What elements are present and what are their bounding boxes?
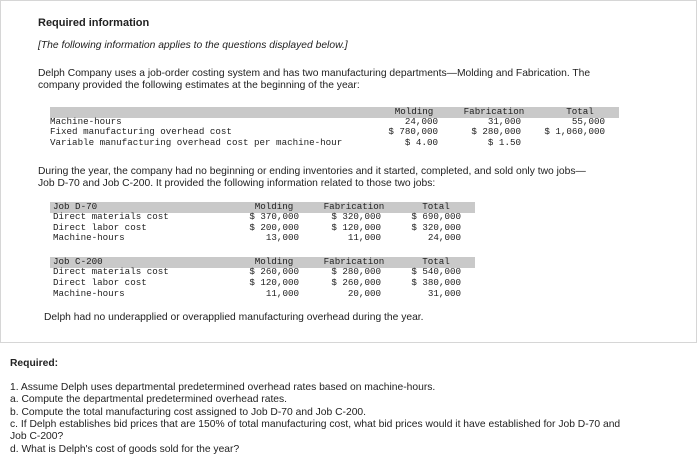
estimates-row-molding: 24,000	[404, 116, 438, 127]
job-c200-row-fabrication: $ 260,000	[331, 277, 381, 288]
intro-line-2: company provided the following estimates at the beginning of the year:	[38, 80, 360, 91]
job-c200-row-total: 31,000	[427, 288, 461, 299]
job-c200-row-total: $ 380,000	[411, 277, 461, 288]
estimates-row-total: $ 1,060,000	[544, 126, 605, 137]
estimates-row-total: 55,000	[571, 116, 605, 127]
estimates-header-molding: Molding	[394, 106, 434, 117]
job-c200-row-molding: $ 120,000	[249, 277, 299, 288]
job-c200-header-molding: Molding	[254, 256, 294, 267]
job-c200-row-fabrication: $ 280,000	[331, 266, 381, 277]
job-d70-row-molding: 13,000	[265, 232, 299, 243]
question-1: 1. Assume Delph uses departmental predetermined overhead rates based on machine-hours.	[10, 382, 436, 393]
job-d70-title: Job D-70	[53, 201, 98, 212]
job-c200-row-molding: $ 260,000	[249, 266, 299, 277]
during-line-1: During the year, the company had no beginning or ending inventories and it started, completed, and sold only two jobs—	[38, 166, 586, 177]
job-d70-row-label: Machine-hours	[53, 232, 125, 243]
job-d70-row-total: $ 690,000	[411, 211, 461, 222]
required-label: Required:	[10, 358, 59, 369]
question-b: b. Compute the total manufacturing cost assigned to Job D-70 and Job C-200.	[10, 407, 367, 418]
question-d: d. What is Delph's cost of goods sold for the year?	[10, 444, 240, 455]
estimates-header-fabrication: Fabrication	[463, 106, 525, 117]
estimates-row-molding: $ 4.00	[404, 137, 438, 148]
estimates-row-fabrication: 31,000	[487, 116, 521, 127]
no-underapplied-note: Delph had no underapplied or overapplied manufacturing overhead during the year.	[44, 312, 424, 323]
job-d70-row-molding: $ 200,000	[249, 222, 299, 233]
job-d70-header-fabrication: Fabrication	[323, 201, 385, 212]
job-d70-row-fabrication: 11,000	[347, 232, 381, 243]
estimates-header-total: Total	[566, 106, 594, 117]
job-d70-header-molding: Molding	[254, 201, 294, 212]
job-c200-row-molding: 11,000	[265, 288, 299, 299]
job-d70-row-label: Direct labor cost	[53, 222, 147, 233]
estimates-row-fabrication: $ 280,000	[471, 126, 521, 137]
intro-line-1: Delph Company uses a job-order costing system and has two manufacturing departments—Molding and Fabrication. The	[38, 68, 591, 79]
job-d70-row-total: $ 320,000	[411, 222, 461, 233]
estimates-row-molding: $ 780,000	[388, 126, 438, 137]
during-line-2: Job D-70 and Job C-200. It provided the following information related to those two jobs:	[38, 178, 436, 189]
question-a: a. Compute the departmental predetermined overhead rates.	[10, 394, 288, 405]
job-c200-row-label: Direct labor cost	[53, 277, 147, 288]
job-c200-row-label: Direct materials cost	[53, 266, 169, 277]
estimates-row-label: Fixed manufacturing overhead cost	[50, 126, 232, 137]
question-c-line-2: Job C-200?	[10, 431, 64, 442]
job-c200-header-total: Total	[422, 256, 450, 267]
job-d70-row-fabrication: $ 320,000	[331, 211, 381, 222]
heading: Required information	[38, 17, 150, 29]
job-d70-row-molding: $ 370,000	[249, 211, 299, 222]
estimates-row-label: Variable manufacturing overhead cost per machine-hour	[50, 137, 343, 148]
job-d70-row-total: 24,000	[427, 232, 461, 243]
note: [The following information applies to the questions displayed below.]	[38, 40, 348, 51]
job-c200-header-fabrication: Fabrication	[323, 256, 385, 267]
job-d70-header-total: Total	[422, 201, 450, 212]
question-c-line-1: c. If Delph establishes bid prices that are 150% of total manufacturing cost, what bid prices would it have established for Job D-70 and	[10, 419, 621, 430]
job-c200-row-fabrication: 20,000	[347, 288, 381, 299]
estimates-row-fabrication: $ 1.50	[487, 137, 521, 148]
job-c200-row-label: Machine-hours	[53, 288, 125, 299]
job-c200-title: Job C-200	[53, 256, 103, 267]
job-d70-row-fabrication: $ 120,000	[331, 222, 381, 233]
job-c200-row-total: $ 540,000	[411, 266, 461, 277]
job-d70-row-label: Direct materials cost	[53, 211, 169, 222]
estimates-row-label: Machine-hours	[50, 116, 122, 127]
